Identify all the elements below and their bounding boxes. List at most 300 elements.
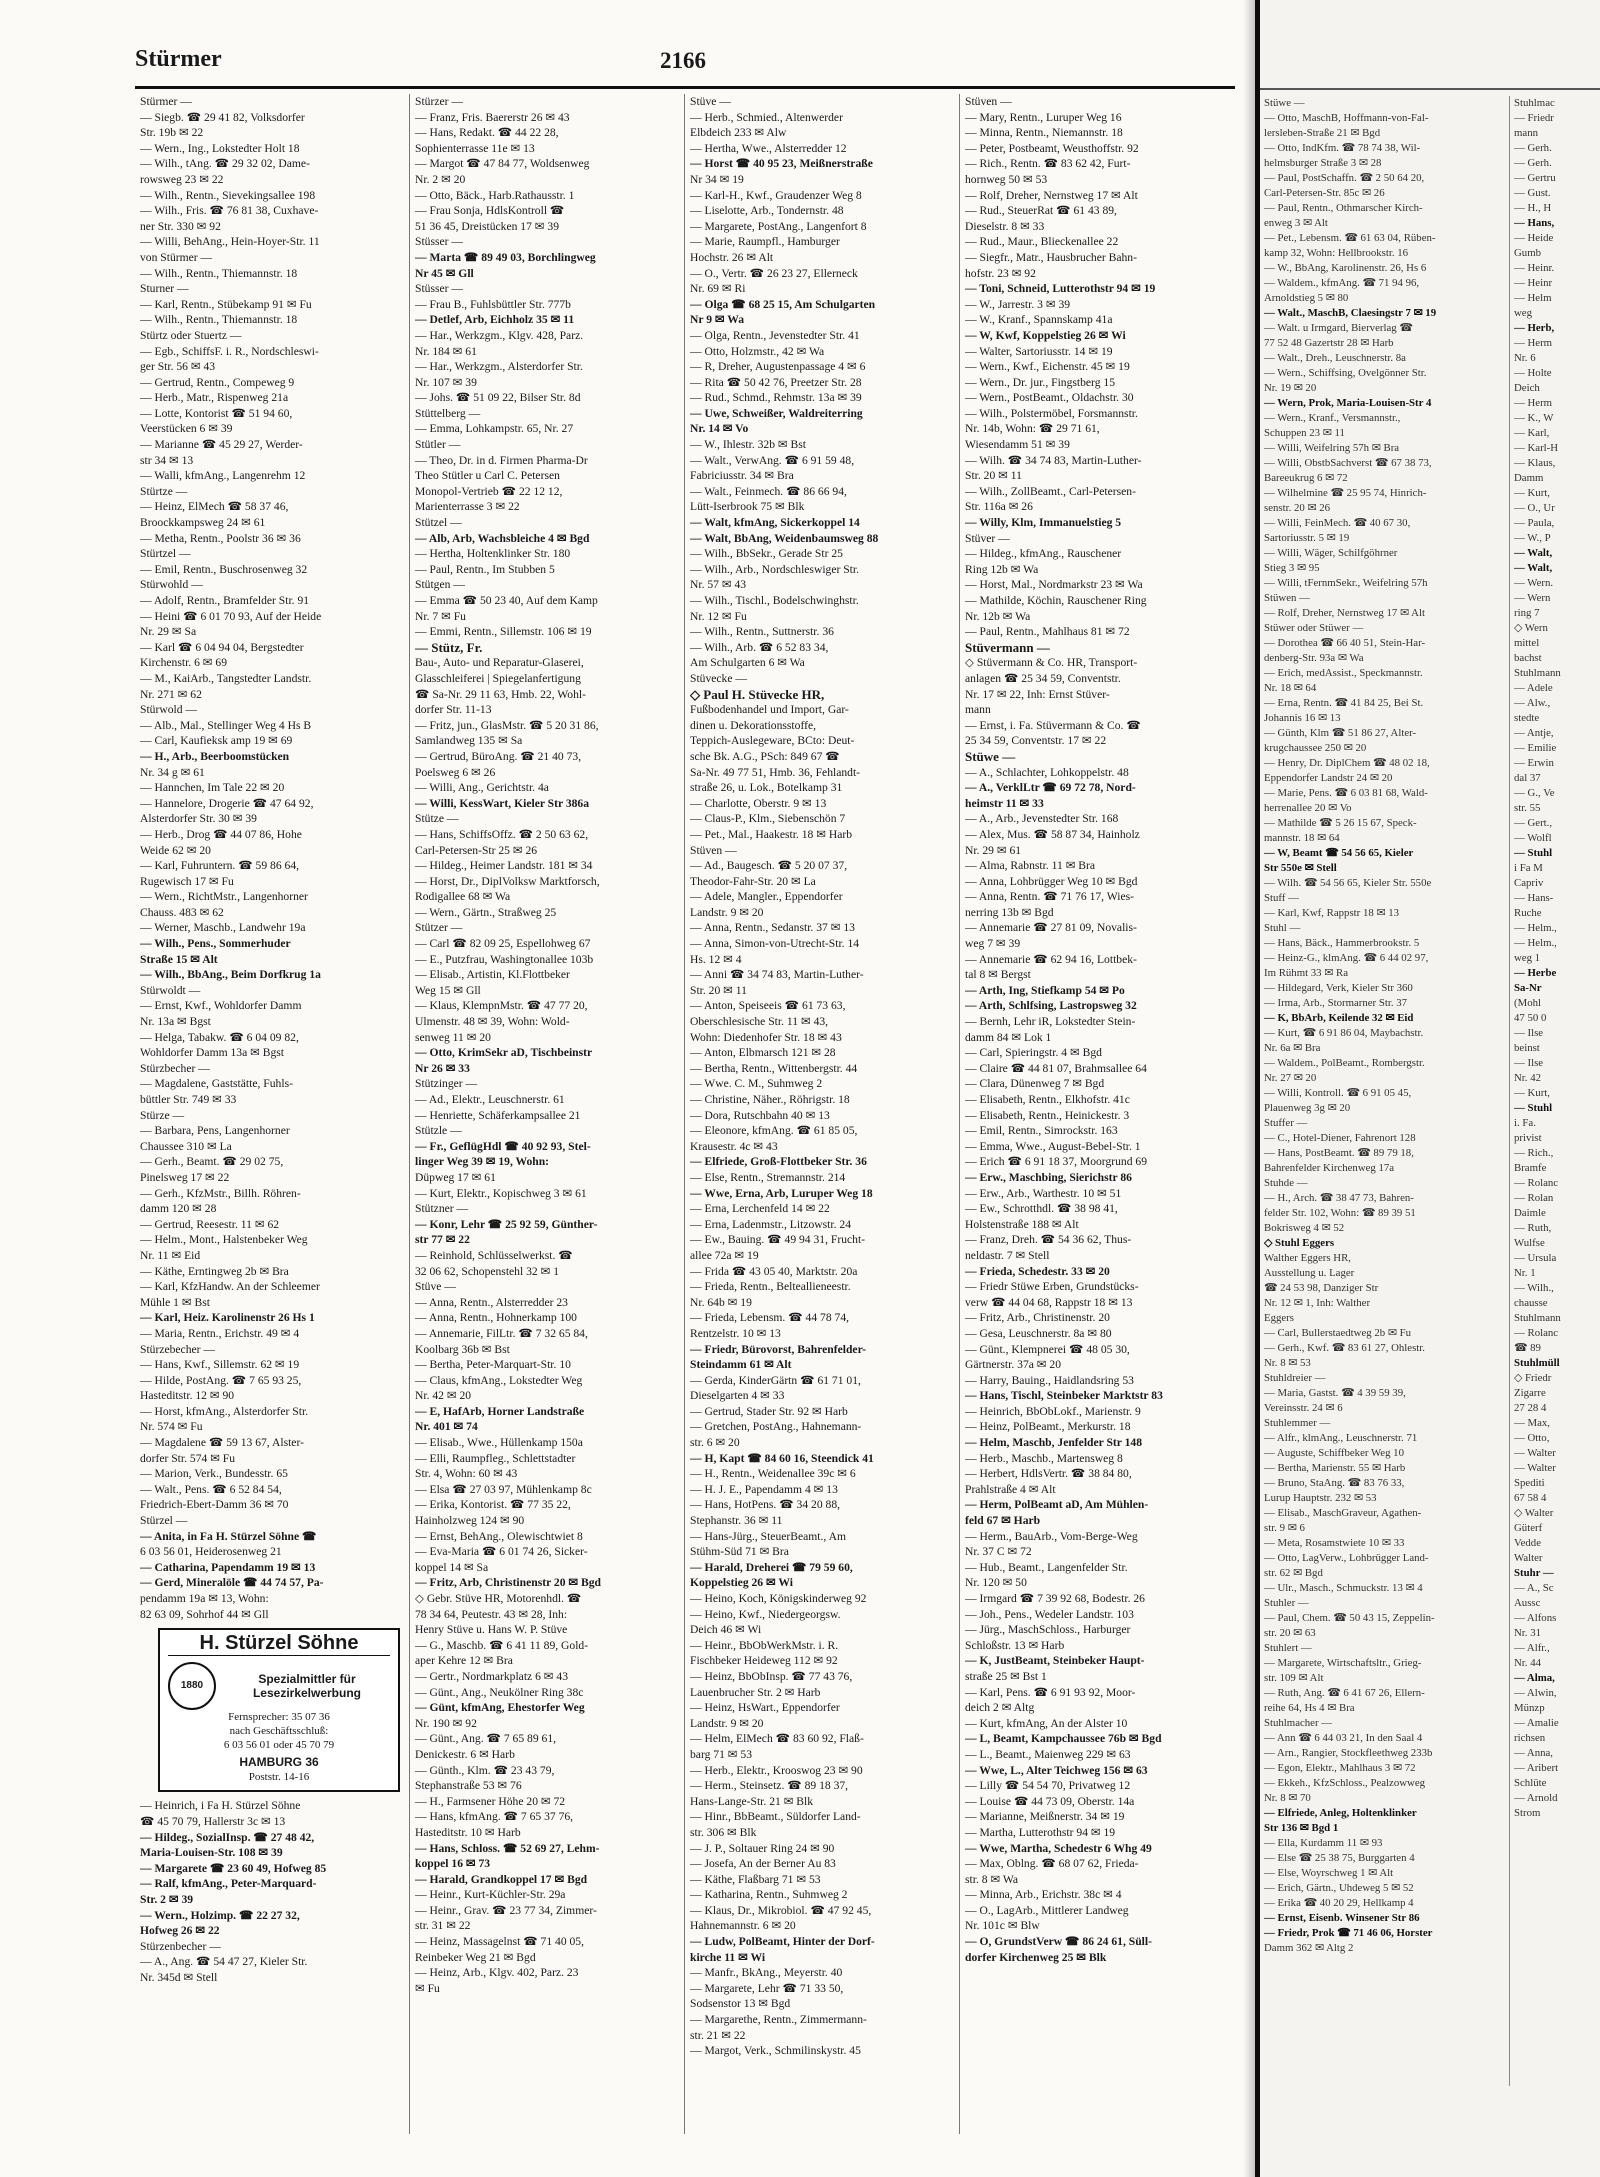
directory-entry-line: Düpweg 17 ✉ 61 bbox=[415, 1170, 496, 1184]
directory-entry-line: — Friedr bbox=[1514, 112, 1554, 124]
directory-entry-line: Veerstücken 6 ✉ 39 bbox=[140, 422, 233, 436]
directory-entry-line: Bau-, Auto- und Reparatur-Glaserei, bbox=[415, 656, 584, 670]
directory-entry-line: Stüvermann — bbox=[965, 639, 1050, 655]
directory-entry-line: — Erna, Rentn. ☎ 41 84 25, Bei St. bbox=[1264, 697, 1424, 709]
directory-entry-line: Walther Eggers HR, bbox=[1264, 1252, 1351, 1264]
directory-entry-line: beinst bbox=[1514, 1042, 1540, 1054]
directory-entry-line: ring 7 bbox=[1514, 607, 1540, 619]
directory-entry-line: — Marion, Verk., Bundesstr. 65 bbox=[140, 1467, 288, 1481]
directory-entry-line: 78 34 64, Peutestr. 43 ✉ 28, Inh: bbox=[415, 1607, 568, 1621]
directory-entry-line: — Friedr Stüwe Erben, Grundstücks- bbox=[965, 1280, 1139, 1294]
directory-entry-line: — Johs. ☎ 51 09 22, Bilser Str. 8d bbox=[415, 391, 581, 405]
directory-entry-line: — Hinr., BbBeamt., Süldorfer Land- bbox=[690, 1810, 861, 1824]
directory-entry-line: Sturner — bbox=[140, 282, 189, 296]
directory-entry-line: — Willi, Ang., Gerichtstr. 4a bbox=[415, 781, 549, 795]
directory-entry-line: — Wern., Dr. jur., Fingstberg 15 bbox=[965, 375, 1115, 389]
directory-entry-line: — Alw., bbox=[1514, 697, 1551, 709]
directory-entry-line: — Bertha, Peter-Marquart-Str. 10 bbox=[415, 1358, 571, 1372]
directory-entry-line: — Wilh., BbSekr., Gerade Str 25 bbox=[690, 547, 843, 561]
directory-column-4 bbox=[960, 94, 1235, 2134]
directory-entry-line: — Christine, Näher., Röhrigstr. 18 bbox=[690, 1093, 850, 1106]
directory-entry-line: — Eleonore, kfmAng. ☎ 61 85 05, bbox=[690, 1124, 858, 1138]
directory-entry-line: — Ruth, bbox=[1514, 1222, 1552, 1234]
directory-entry-line: tal 8 ✉ Bergst bbox=[965, 968, 1031, 982]
directory-entry-line: — Wilh., ZollBeamt., Carl-Petersen- bbox=[965, 484, 1136, 498]
directory-entry-line: — H. J. E., Papendamm 4 ✉ 13 bbox=[690, 1482, 838, 1496]
directory-entry-line: Stützel — bbox=[415, 516, 462, 530]
directory-entry-line: mann bbox=[1514, 127, 1538, 139]
directory-entry-line: — Hannchen, Im Tale 22 ✉ 20 bbox=[140, 781, 285, 795]
directory-entry-line: — Anni ☎ 34 74 83, Martin-Luther- bbox=[690, 968, 864, 982]
directory-entry-line: — Günt., Ang., Neukölner Ring 38c bbox=[415, 1685, 584, 1699]
directory-entry-line: — Carl, Bullerstaedtweg 2b ✉ Fu bbox=[1264, 1327, 1411, 1339]
directory-entry-line: Nr. 101c ✉ Blw bbox=[965, 1919, 1040, 1933]
directory-entry-line: — Frieda, Lebensm. ☎ 44 78 74, bbox=[690, 1311, 850, 1325]
directory-entry-line: — Herb., Maschb., Martensweg 8 bbox=[965, 1451, 1123, 1465]
directory-entry-line: Stüwe — bbox=[1264, 97, 1305, 109]
directory-entry-line: Hainholzweg 124 ✉ 90 bbox=[415, 1514, 525, 1528]
directory-entry-line: — Walter bbox=[1514, 1462, 1556, 1474]
directory-entry-line: Nr. 8 ✉ 70 bbox=[1264, 1792, 1311, 1804]
directory-entry-line: Stuff — bbox=[1264, 892, 1299, 904]
directory-entry-line: Wiesendamm 51 ✉ 39 bbox=[965, 438, 1070, 452]
directory-entry-line: — Jürg., MaschSchloss., Harburger bbox=[965, 1623, 1131, 1637]
directory-entry-line: — Arth, Ing, Stiefkamp 54 ✉ Po bbox=[965, 983, 1125, 997]
directory-entry-line: Oberschlesische Str. 11 ✉ 43, bbox=[690, 1015, 829, 1029]
directory-entry-line: — Katharina, Rentn., Suhmweg 2 bbox=[690, 1888, 848, 1902]
directory-entry-line: Aussc bbox=[1514, 1597, 1541, 1609]
directory-entry-line: — Paul, PostSchaffn. ☎ 2 50 64 20, bbox=[1264, 172, 1425, 184]
directory-entry-line: barg 71 ✉ 53 bbox=[690, 1747, 752, 1761]
directory-entry-line: — E, HafArb, Horner Landstraße bbox=[415, 1404, 585, 1418]
directory-entry-line: — Pet., Lebensm. ☎ 61 63 04, Rüben- bbox=[1264, 232, 1436, 244]
directory-entry-line: Eppendorfer Landstr 24 ✉ 20 bbox=[1264, 772, 1393, 784]
directory-entry-line: Bokrisweg 4 ✉ 52 bbox=[1264, 1222, 1345, 1234]
directory-entry-line: — Heinr. bbox=[1514, 262, 1555, 274]
directory-entry-line: — Konr, Lehr ☎ 25 92 59, Günther- bbox=[415, 1217, 598, 1231]
directory-entry-line: Koppelstieg 26 ✉ Wi bbox=[690, 1576, 794, 1590]
directory-entry-line: Stuhldreier — bbox=[1264, 1372, 1326, 1384]
directory-entry-line: Wohn: Diedenhofer Str. 18 ✉ 43 bbox=[690, 1030, 842, 1044]
directory-entry-line: Ring 12b ✉ Wa bbox=[965, 562, 1039, 576]
directory-entry-line: — Hannelore, Drogerie ☎ 47 64 92, bbox=[140, 796, 314, 810]
directory-entry-line: — Walter bbox=[1514, 1447, 1556, 1459]
directory-entry-line: — Gertrud, Rentn., Compeweg 9 bbox=[140, 375, 295, 389]
directory-entry-line: — Helm., bbox=[1514, 937, 1557, 949]
directory-entry-line: Hans-Lange-Str. 21 ✉ Blk bbox=[690, 1794, 814, 1808]
directory-entry-line: Spediti bbox=[1514, 1477, 1545, 1489]
directory-entry-line: — Hans, Kwf., Sillemstr. 62 ✉ 19 bbox=[140, 1358, 300, 1372]
directory-entry-line: — Klaus, bbox=[1514, 457, 1556, 469]
directory-entry-line: — Herm, PolBeamt aD, Am Mühlen- bbox=[965, 1498, 1149, 1512]
directory-entry-line: — Herbert, HdlsVertr. ☎ 38 84 80, bbox=[965, 1467, 1132, 1481]
directory-entry-line: Dieselgarten 4 ✉ 33 bbox=[690, 1389, 785, 1403]
directory-entry-line: Stuhler — bbox=[1264, 1597, 1309, 1609]
directory-entry-line: — Hildeg., SozialInsp. ☎ 27 48 42, bbox=[140, 1830, 315, 1844]
directory-entry-line: — A., Schlachter, Lohkoppelstr. 48 bbox=[965, 765, 1129, 779]
directory-entry-line: — Willi, Wäger, Schilfgöhrner bbox=[1264, 547, 1398, 559]
directory-entry-line: — Wern., Kwf., Eichenstr. 45 ✉ 19 bbox=[965, 360, 1130, 374]
directory-entry-line: str 77 ✉ 22 bbox=[415, 1233, 470, 1247]
directory-entry-line: — Siegfr., Matr., Hausbrucher Bahn- bbox=[965, 250, 1137, 264]
directory-entry-line: Stürzel — bbox=[140, 1514, 188, 1528]
directory-entry-line: Nr. 42 ✉ 20 bbox=[415, 1389, 472, 1403]
directory-entry-line: — Heino, Kwf., Niedergeorgsw. bbox=[690, 1607, 841, 1621]
directory-entry-line: herrenallee 20 ✉ Vo bbox=[1264, 802, 1352, 814]
directory-entry-line: — Toni, Schneid, Lutterothstr 94 ✉ 19 bbox=[965, 282, 1156, 296]
directory-entry-line: — Adele bbox=[1514, 682, 1553, 694]
directory-entry-line: — Frida ☎ 43 05 40, Marktstr. 20a bbox=[690, 1264, 858, 1278]
directory-entry-line: — Willi, tFernmSekr., Weifelring 57h bbox=[1264, 577, 1428, 589]
directory-entry-line: weg 7 ✉ 39 bbox=[965, 937, 1021, 951]
directory-entry-line: — Marianne ☎ 45 29 27, Werder- bbox=[140, 438, 303, 452]
directory-entry-line: — Olga ☎ 68 25 15, Am Schulgarten bbox=[690, 297, 876, 311]
directory-entry-line: Str. 4, Wohn: 60 ✉ 43 bbox=[415, 1467, 518, 1481]
directory-entry-line: — Else ☎ 25 38 75, Burggarten 4 bbox=[1264, 1852, 1415, 1864]
directory-entry-line: Stüsser — bbox=[415, 282, 463, 296]
ad-company-name: H. Stürzel Söhne bbox=[168, 1636, 390, 1656]
directory-entry-line: dal 37 bbox=[1514, 772, 1541, 784]
directory-entry-line: Hochstr. 26 ✉ Alt bbox=[690, 250, 774, 264]
directory-entry-line: Nr. 17 ✉ 22, Inh: Ernst Stüver- bbox=[965, 687, 1110, 701]
directory-entry-line: Daimle bbox=[1514, 1207, 1546, 1219]
directory-entry-line: — Frau Sonja, HdlsKontroll ☎ bbox=[415, 204, 565, 218]
directory-entry-line: — Wilh., Fris. ☎ 76 81 38, Cuxhave- bbox=[140, 204, 319, 218]
directory-entry-line: — A., VerklLtr ☎ 69 72 78, Nord- bbox=[965, 781, 1136, 795]
directory-entry-line: — Wwe, L., Alter Teichweg 156 ✉ 63 bbox=[965, 1763, 1148, 1777]
directory-entry-line: — G., Maschb. ☎ 6 41 11 89, Gold- bbox=[415, 1638, 589, 1652]
directory-entry-line: — W., Jarrestr. 3 ✉ 39 bbox=[965, 297, 1071, 311]
directory-entry-line: — Willi, ObstbSachverst ☎ 67 38 73, bbox=[1264, 457, 1432, 469]
directory-entry-line: — Marta ☎ 89 49 03, Borchlingweg bbox=[415, 250, 596, 264]
directory-entry-line: — Margarete ☎ 23 60 49, Hofweg 85 bbox=[140, 1861, 327, 1875]
directory-entry-line: Koolbarg 36b ✉ Bst bbox=[415, 1342, 510, 1356]
directory-entry-line: Wohldorfer Damm 13a ✉ Bgst bbox=[140, 1046, 285, 1060]
directory-entry-line: — Helm, ElMech ☎ 83 60 92, Flaß- bbox=[690, 1732, 864, 1746]
directory-entry-line: — Wwe, Martha, Schedestr 6 Whg 49 bbox=[965, 1841, 1152, 1855]
directory-entry-line: ◇ Walter bbox=[1514, 1507, 1554, 1519]
directory-entry-line: — Herm., BauArb., Vom-Berge-Weg bbox=[965, 1529, 1138, 1543]
directory-entry-line: — Rud., SteuerRat ☎ 61 43 89, bbox=[965, 204, 1117, 218]
directory-entry-line: Stürmer — bbox=[140, 95, 192, 108]
directory-entry-line: — Hans, Redakt. ☎ 44 22 28, bbox=[415, 126, 559, 140]
directory-entry-line: — Margarete, Lehr ☎ 71 33 50, bbox=[690, 1981, 844, 1995]
page-header bbox=[135, 46, 1235, 86]
directory-entry-line: 25 34 59, Conventstr. 17 ✉ 22 bbox=[965, 734, 1107, 748]
directory-entry-line: Stürtzel — bbox=[140, 547, 191, 561]
directory-entry-line: Schloßstr. 13 ✉ Harb bbox=[965, 1638, 1065, 1652]
directory-entry-line: — Rolan bbox=[1514, 1192, 1554, 1204]
directory-entry-line: — Anna, Lohbrügger Weg 10 ✉ Bgd bbox=[965, 874, 1138, 888]
directory-entry-line: — Hans-Jürg., SteuerBeamt., Am bbox=[690, 1529, 846, 1543]
directory-entry-line: — Claire ☎ 44 81 07, Brahmsallee 64 bbox=[965, 1061, 1147, 1075]
directory-entry-line: Zigarre bbox=[1514, 1387, 1546, 1399]
directory-entry-line: Nr. 11 ✉ Eid bbox=[140, 1248, 201, 1262]
directory-entry-line: Capriv bbox=[1514, 877, 1544, 889]
directory-entry-line: — Ernst, BehAng., Olewischtwiet 8 bbox=[415, 1529, 583, 1543]
directory-entry-line: Bahrenfelder Kirchenweg 17a bbox=[1264, 1162, 1395, 1174]
directory-entry-line: Mühle 1 ✉ Bst bbox=[140, 1295, 210, 1309]
directory-entry-line: Nr. 7 ✉ Fu bbox=[415, 609, 466, 623]
column-1-entries bbox=[140, 94, 404, 1622]
directory-entry-line: — Heinr., Kurt-Küchler-Str. 29a bbox=[415, 1888, 566, 1902]
directory-entry-line: Nr. 401 ✉ 74 bbox=[415, 1420, 478, 1434]
directory-entry-line: i. Fa. bbox=[1514, 1117, 1536, 1129]
directory-entry-line: — Karl-H., Kwf., Graudenzer Weg 8 bbox=[690, 188, 862, 202]
directory-entry-line: — Marie, Raumpfl., Hamburger bbox=[690, 235, 840, 249]
directory-entry-line: — Wilh., Pens., Sommerhuder bbox=[140, 937, 291, 951]
directory-entry-line: Dieselstr. 8 ✉ 33 bbox=[965, 219, 1045, 233]
directory-entry-line: weg 1 bbox=[1514, 952, 1541, 964]
directory-entry-line: — Horst, kfmAng., Alsterdorfer Str. bbox=[140, 1404, 309, 1418]
directory-entry-line: Eggers bbox=[1264, 1312, 1294, 1324]
directory-entry-line: Nr. 14b, Wohn: ☎ 29 71 61, bbox=[965, 422, 1100, 436]
directory-entry-line: — W., BbAng, Karolinenstr. 26, Hs 6 bbox=[1264, 262, 1427, 274]
directory-entry-line: — Rolanc bbox=[1514, 1327, 1559, 1339]
directory-entry-line: — Stuhl bbox=[1514, 847, 1553, 859]
directory-entry-line: Nr. 120 ✉ 50 bbox=[965, 1576, 1027, 1590]
directory-entry-line: Nr. 44 bbox=[1514, 1657, 1541, 1669]
directory-entry-line: — Arnold bbox=[1514, 1792, 1558, 1804]
directory-entry-line: Stühm-Süd 71 ✉ Bra bbox=[690, 1545, 789, 1559]
directory-entry-line: — Alwin, bbox=[1514, 1687, 1557, 1699]
directory-entry-line: — Helm bbox=[1514, 292, 1552, 304]
directory-entry-line: ☎ 45 70 79, Hallerstr 3c ✉ 13 bbox=[140, 1814, 286, 1828]
directory-entry-line: — Manfr., BkAng., Meyerstr. 40 bbox=[690, 1966, 843, 1980]
directory-entry-line: anlagen ☎ 25 34 59, Conventstr. bbox=[965, 671, 1121, 685]
running-head: Stürmer bbox=[135, 46, 222, 72]
directory-entry-line: — Helm., Mont., Halstenbeker Weg bbox=[140, 1233, 308, 1247]
directory-entry-line: — Wilh., Tischl., Bodelschwinghstr. bbox=[690, 594, 859, 607]
directory-entry-line: — H., H bbox=[1514, 202, 1552, 214]
directory-entry-line: — Gertr., Nordmarkplatz 6 ✉ 43 bbox=[415, 1669, 568, 1683]
directory-entry-line: — Alfr., bbox=[1514, 1642, 1550, 1654]
directory-entry-line: — C., Hotel-Diener, Fahrenort 128 bbox=[1264, 1132, 1416, 1144]
directory-entry-line: — Hertha, Wwe., Alsterredder 12 bbox=[690, 141, 847, 155]
directory-entry-line: — Marie, Pens. ☎ 6 03 81 68, Wald- bbox=[1264, 787, 1428, 799]
header-rule bbox=[135, 86, 1235, 89]
directory-entry-line: verw ☎ 44 04 68, Rappstr 18 ✉ 13 bbox=[965, 1295, 1133, 1309]
column-2-entries bbox=[415, 94, 679, 1996]
directory-entry-line: — Erwin bbox=[1514, 757, 1554, 769]
directory-entry-line: — Alex, Mus. ☎ 58 87 34, Hainholz bbox=[965, 827, 1140, 841]
directory-entry-line: nerring 13b ✉ Bgd bbox=[965, 905, 1054, 919]
directory-entry-line: — Walter, Sartoriusstr. 14 ✉ 19 bbox=[965, 344, 1113, 358]
directory-entry-line: — Detlef, Arb, Eichholz 35 ✉ 11 bbox=[415, 313, 575, 327]
directory-entry-line: — Margot ☎ 47 84 77, Woldsenweg bbox=[415, 157, 590, 171]
directory-entry-line: — Holte bbox=[1514, 367, 1552, 379]
directory-entry-line: Fischbeker Heideweg 112 ✉ 92 bbox=[690, 1654, 838, 1668]
directory-entry-line: — Alb., Mal., Stellinger Weg 4 Hs B bbox=[140, 718, 312, 732]
directory-entry-line: Stütler — bbox=[415, 438, 461, 452]
directory-entry-line: — H., Farmsener Höhe 20 ✉ 72 bbox=[415, 1794, 566, 1808]
directory-entry-line: — Wern., Holzimp. ☎ 22 27 32, bbox=[140, 1908, 300, 1922]
directory-entry-line: — Hans, Bäck., Hammerbrookstr. 5 bbox=[1264, 937, 1420, 949]
directory-entry-line: — Heinr., Grav. ☎ 23 77 34, Zimmer- bbox=[415, 1903, 597, 1917]
directory-entry-line: ◇ Paul H. Stüvecke HR, bbox=[690, 686, 825, 702]
directory-entry-line: — Hildegard, Verk, Kieler Str 360 bbox=[1264, 982, 1413, 994]
directory-entry-line: — Paul, Rentn., Mahlhaus 81 ✉ 72 bbox=[965, 625, 1130, 639]
directory-entry-line: ◇ Gebr. Stüve HR, Motorenhdl. ☎ bbox=[415, 1592, 582, 1605]
directory-entry-line: — Wilh., Arb., Nordschleswiger Str. bbox=[690, 562, 860, 576]
directory-entry-line: — Eva-Maria ☎ 6 01 74 26, Sicker- bbox=[415, 1545, 588, 1559]
directory-entry-line: — Margarete, Wirtschaftsltr., Grieg- bbox=[1264, 1657, 1422, 1669]
directory-entry-line: — Louise ☎ 44 73 09, Oberstr. 14a bbox=[965, 1794, 1135, 1808]
directory-entry-line: — Gertrud, Stader Str. 92 ✉ Harb bbox=[690, 1404, 848, 1418]
adjacent-header-rule bbox=[1260, 88, 1600, 90]
directory-entry-line: Bramfe bbox=[1514, 1162, 1547, 1174]
directory-entry-line: — Wilh., Polstermöbel, Forsmannstr. bbox=[965, 406, 1138, 420]
directory-entry-line: Vedde bbox=[1514, 1537, 1541, 1549]
directory-entry-line: Nr 45 ✉ Gll bbox=[415, 266, 474, 280]
directory-entry-line: Stephanstr. 36 ✉ 11 bbox=[690, 1514, 783, 1528]
directory-entry-line: — Wern. bbox=[1514, 577, 1554, 589]
directory-entry-line: — Mary, Rentn., Luruper Weg 16 bbox=[965, 110, 1122, 124]
directory-entry-line: Ausstellung u. Lager bbox=[1264, 1267, 1355, 1279]
directory-entry-line: — Heinz-G., klmAng. ☎ 6 44 02 97, bbox=[1264, 952, 1429, 964]
directory-entry-line: — Willi, Weifelring 57h ✉ Bra bbox=[1264, 442, 1400, 454]
directory-entry-line: 32 06 62, Schopenstehl 32 ✉ 1 bbox=[415, 1264, 559, 1278]
directory-entry-line: — Ernst, Eisenb. Winsener Str 86 bbox=[1264, 1912, 1420, 1924]
adjacent-page bbox=[1260, 0, 1600, 2177]
directory-entry-line: — Olga, Rentn., Jevenstedter Str. 41 bbox=[690, 328, 860, 342]
directory-entry-line: — Horst ☎ 40 95 23, Meißnerstraße bbox=[690, 157, 873, 171]
directory-entry-line: Nr. 12 ✉ 1, Inh: Walther bbox=[1264, 1297, 1371, 1309]
directory-entry-line: — Elisab., Wwe., Hüllenkamp 150a bbox=[415, 1436, 583, 1450]
directory-entry-line: — Rolf, Dreher, Nernstweg 17 ✉ Alt bbox=[1264, 607, 1425, 619]
directory-entry-line: — Irmgard ☎ 7 39 92 68, Bodestr. 26 bbox=[965, 1592, 1145, 1605]
directory-entry-line: — Har., Werkzgm., Klgv. 428, Parz. bbox=[415, 328, 584, 342]
directory-entry-line: — Käthe, Erntingweg 2b ✉ Bra bbox=[140, 1264, 289, 1278]
directory-entry-line: — Claus, kfmAng., Lokstedter Weg bbox=[415, 1373, 583, 1387]
directory-entry-line: — Annemarie ☎ 62 94 16, Lottbek- bbox=[965, 952, 1137, 966]
directory-entry-line: str. 20 ✉ 63 bbox=[1264, 1627, 1316, 1639]
directory-entry-line: dorfer Str. 574 ✉ Fu bbox=[140, 1451, 236, 1465]
directory-entry-line: — Arn., Rangier, Stockfleethweg 233b bbox=[1264, 1747, 1433, 1759]
directory-entry-line: — Hilde, PostAng. ☎ 7 65 93 25, bbox=[140, 1373, 302, 1387]
directory-entry-line: — Auguste, Schiffbeker Weg 10 bbox=[1264, 1447, 1404, 1459]
directory-entry-line: Stürwohld — bbox=[140, 578, 203, 592]
directory-entry-line: pendamm 19a ✉ 13, Wohn: bbox=[140, 1592, 269, 1605]
directory-entry-line: — Helm, Maschb, Jenfelder Str 148 bbox=[965, 1436, 1143, 1450]
directory-entry-line: Str. 19b ✉ 22 bbox=[140, 126, 204, 140]
directory-entry-line: Nr. 107 ✉ 39 bbox=[415, 375, 477, 389]
directory-entry-line: — Frieda, Rentn., Belteallieneestr. bbox=[690, 1280, 851, 1294]
directory-entry-line: — Paula, bbox=[1514, 517, 1555, 529]
directory-entry-line: — Erw., Arb., Warthestr. 10 ✉ 51 bbox=[965, 1186, 1122, 1200]
directory-entry-line: — Otto, Holzmstr., 42 ✉ Wa bbox=[690, 344, 825, 358]
directory-entry-line: Strom bbox=[1514, 1807, 1541, 1819]
directory-entry-line: bachst bbox=[1514, 652, 1542, 664]
directory-entry-line: — Otto, IndKfm. ☎ 78 74 38, Wil- bbox=[1264, 142, 1421, 154]
directory-entry-line: — Alb, Arb, Wachsbleiche 4 ✉ Bgd bbox=[415, 531, 590, 545]
directory-entry-line: — Karl ☎ 6 04 94 04, Bergstedter bbox=[140, 640, 304, 654]
directory-entry-line: — Herb., Drog ☎ 44 07 86, Hohe bbox=[140, 827, 302, 841]
directory-entry-line: Nr. 29 ✉ Sa bbox=[140, 625, 197, 639]
directory-entry-line: — Heinz, PolBeamt., Merkurstr. 18 bbox=[965, 1420, 1131, 1434]
directory-entry-line: — Wilhelmine ☎ 25 95 74, Hinrich- bbox=[1264, 487, 1427, 499]
directory-entry-line: — Liselotte, Arb., Tondernstr. 48 bbox=[690, 204, 844, 218]
directory-entry-line: — Paul, Rentn., Othmarscher Kirch- bbox=[1264, 202, 1423, 214]
directory-entry-line: Stuffer — bbox=[1264, 1117, 1308, 1129]
directory-entry-line: — Magdalene, Gaststätte, Fuhls- bbox=[140, 1077, 293, 1091]
directory-entry-line: — Gerh., Kwf. ☎ 83 61 27, Ohlestr. bbox=[1264, 1342, 1425, 1354]
directory-entry-line: koppel 16 ✉ 73 bbox=[415, 1857, 491, 1871]
directory-entry-line: kamp 32, Wohn: Hellbrookstr. 16 bbox=[1264, 247, 1409, 259]
directory-entry-line: — Kurt, Elektr., Kopischweg 3 ✉ 61 bbox=[415, 1186, 587, 1200]
directory-entry-line: 67 58 4 bbox=[1514, 1492, 1547, 1504]
directory-entry-line: — O, GrundstVerw ☎ 86 24 61, Süll- bbox=[965, 1935, 1152, 1949]
directory-entry-line: — Egb., SchiffsF. i. R., Nordschleswi- bbox=[140, 344, 319, 358]
directory-entry-line: — Ella, Kurdamm 11 ✉ 93 bbox=[1264, 1837, 1383, 1849]
directory-entry-line: — Erich, Gärtn., Uhdeweg 5 ✉ 52 bbox=[1264, 1882, 1414, 1894]
directory-entry-line: — Käthe, Flaßbarg 71 ✉ 53 bbox=[690, 1872, 821, 1886]
directory-entry-line: — Herb., Elektr., Krooswog 23 ✉ 90 bbox=[690, 1763, 863, 1777]
directory-entry-line: — Paul, Rentn., Im Stubben 5 bbox=[415, 562, 555, 576]
directory-entry-line: Samlandweg 135 ✉ Sa bbox=[415, 734, 523, 748]
ad-street: Poststr. 14-16 bbox=[248, 1771, 310, 1784]
directory-entry-line: Stuhlert — bbox=[1264, 1642, 1312, 1654]
directory-entry-line: — Rud., Schmd., Rehmstr. 13a ✉ 39 bbox=[690, 391, 862, 405]
directory-entry-line: Nr. 271 ✉ 62 bbox=[140, 687, 202, 701]
directory-entry-line: — A., Arb., Jevenstedter Str. 168 bbox=[965, 812, 1119, 826]
directory-entry-line: Nr. 29 ✉ 61 bbox=[965, 843, 1022, 857]
directory-entry-line: — Herbe bbox=[1514, 967, 1557, 979]
ad-phone-line-2: nach Geschäftsschluß: bbox=[229, 1724, 329, 1737]
directory-entry-line: Wulfse bbox=[1514, 1237, 1545, 1249]
directory-entry-line: Gumb bbox=[1514, 247, 1541, 259]
directory-entry-line: — Ralf, kfmAng., Peter-Marquard- bbox=[140, 1877, 317, 1891]
directory-entry-line: — R, Dreher, Augustenpassage 4 ✉ 6 bbox=[690, 360, 866, 374]
directory-entry-line: — Ew., Schrotthdl. ☎ 38 98 41, bbox=[965, 1202, 1118, 1216]
directory-entry-line: Sartoriusstr. 5 ✉ 19 bbox=[1264, 532, 1350, 544]
directory-entry-line: — Minna, Arb., Erichstr. 38c ✉ 4 bbox=[965, 1888, 1122, 1902]
directory-entry-line: Landstr. 9 ✉ 20 bbox=[690, 1716, 764, 1730]
directory-entry-line: — Stuhl bbox=[1514, 1102, 1553, 1114]
directory-entry-line: — Heinz, Massagelnst ☎ 71 40 05, bbox=[415, 1935, 585, 1949]
directory-entry-line: — Herb., Schmied., Altenwerder bbox=[690, 110, 843, 124]
directory-entry-line: — Elisab., MaschGraveur, Agathen- bbox=[1264, 1507, 1422, 1519]
directory-entry-line: Deich 46 ✉ Wi bbox=[690, 1623, 762, 1637]
directory-entry-line: — Mathilde, Köchin, Rauschener Ring bbox=[965, 594, 1147, 607]
directory-entry-line: Weide 62 ✉ 20 bbox=[140, 843, 211, 857]
directory-entry-line: Stuhde — bbox=[1264, 1177, 1308, 1189]
directory-entry-line: — A., Sc bbox=[1514, 1582, 1554, 1594]
directory-entry-line: Nr. 12b ✉ Wa bbox=[965, 609, 1031, 623]
directory-entry-line: — Dorothea ☎ 66 40 51, Stein-Har- bbox=[1264, 637, 1426, 649]
directory-entry-line: — Wilh., Rentn., Thiemannstr. 18 bbox=[140, 313, 298, 327]
directory-entry-line: Steindamm 61 ✉ Alt bbox=[690, 1358, 792, 1372]
directory-entry-line: — Alma, bbox=[1514, 1672, 1555, 1684]
directory-entry-line: — Erw., Maschbing, Sierichstr 86 bbox=[965, 1170, 1132, 1184]
directory-entry-line: — Henry, Dr. DiplChem ☎ 48 02 18, bbox=[1264, 757, 1430, 769]
directory-entry-line: — Wern., PostBeamt., Oldachstr. 30 bbox=[965, 391, 1134, 405]
directory-entry-line: Stüwe — bbox=[965, 748, 1016, 764]
directory-entry-line: Sa-Nr. 49 77 51, Hmb. 36, Fehlandt- bbox=[690, 765, 861, 779]
directory-entry-line: — L., Beamt., Maienweg 229 ✉ 63 bbox=[965, 1747, 1131, 1761]
directory-entry-line: — Walt, bbox=[1514, 547, 1553, 559]
directory-entry-line: Landstr. 9 ✉ 20 bbox=[690, 905, 764, 919]
directory-entry-line: Denickestr. 6 ✉ Harb bbox=[415, 1747, 515, 1761]
directory-entry-line: str. 109 ✉ Alt bbox=[1264, 1672, 1324, 1684]
directory-entry-line: — Heinz, Arb., Klgv. 402, Parz. 23 bbox=[415, 1966, 579, 1980]
directory-entry-line: — Joh., Pens., Wedeler Landstr. 103 bbox=[965, 1607, 1134, 1621]
directory-entry-line: Münzp bbox=[1514, 1702, 1545, 1714]
directory-entry-line: damm 84 ✉ Lok 1 bbox=[965, 1030, 1052, 1044]
directory-entry-line: Im Rühmt 33 ✉ Ra bbox=[1264, 967, 1349, 979]
directory-entry-line: — Franz, Dreh. ☎ 54 36 62, Thus- bbox=[965, 1233, 1132, 1247]
directory-entry-line: — Ilse bbox=[1514, 1027, 1544, 1039]
